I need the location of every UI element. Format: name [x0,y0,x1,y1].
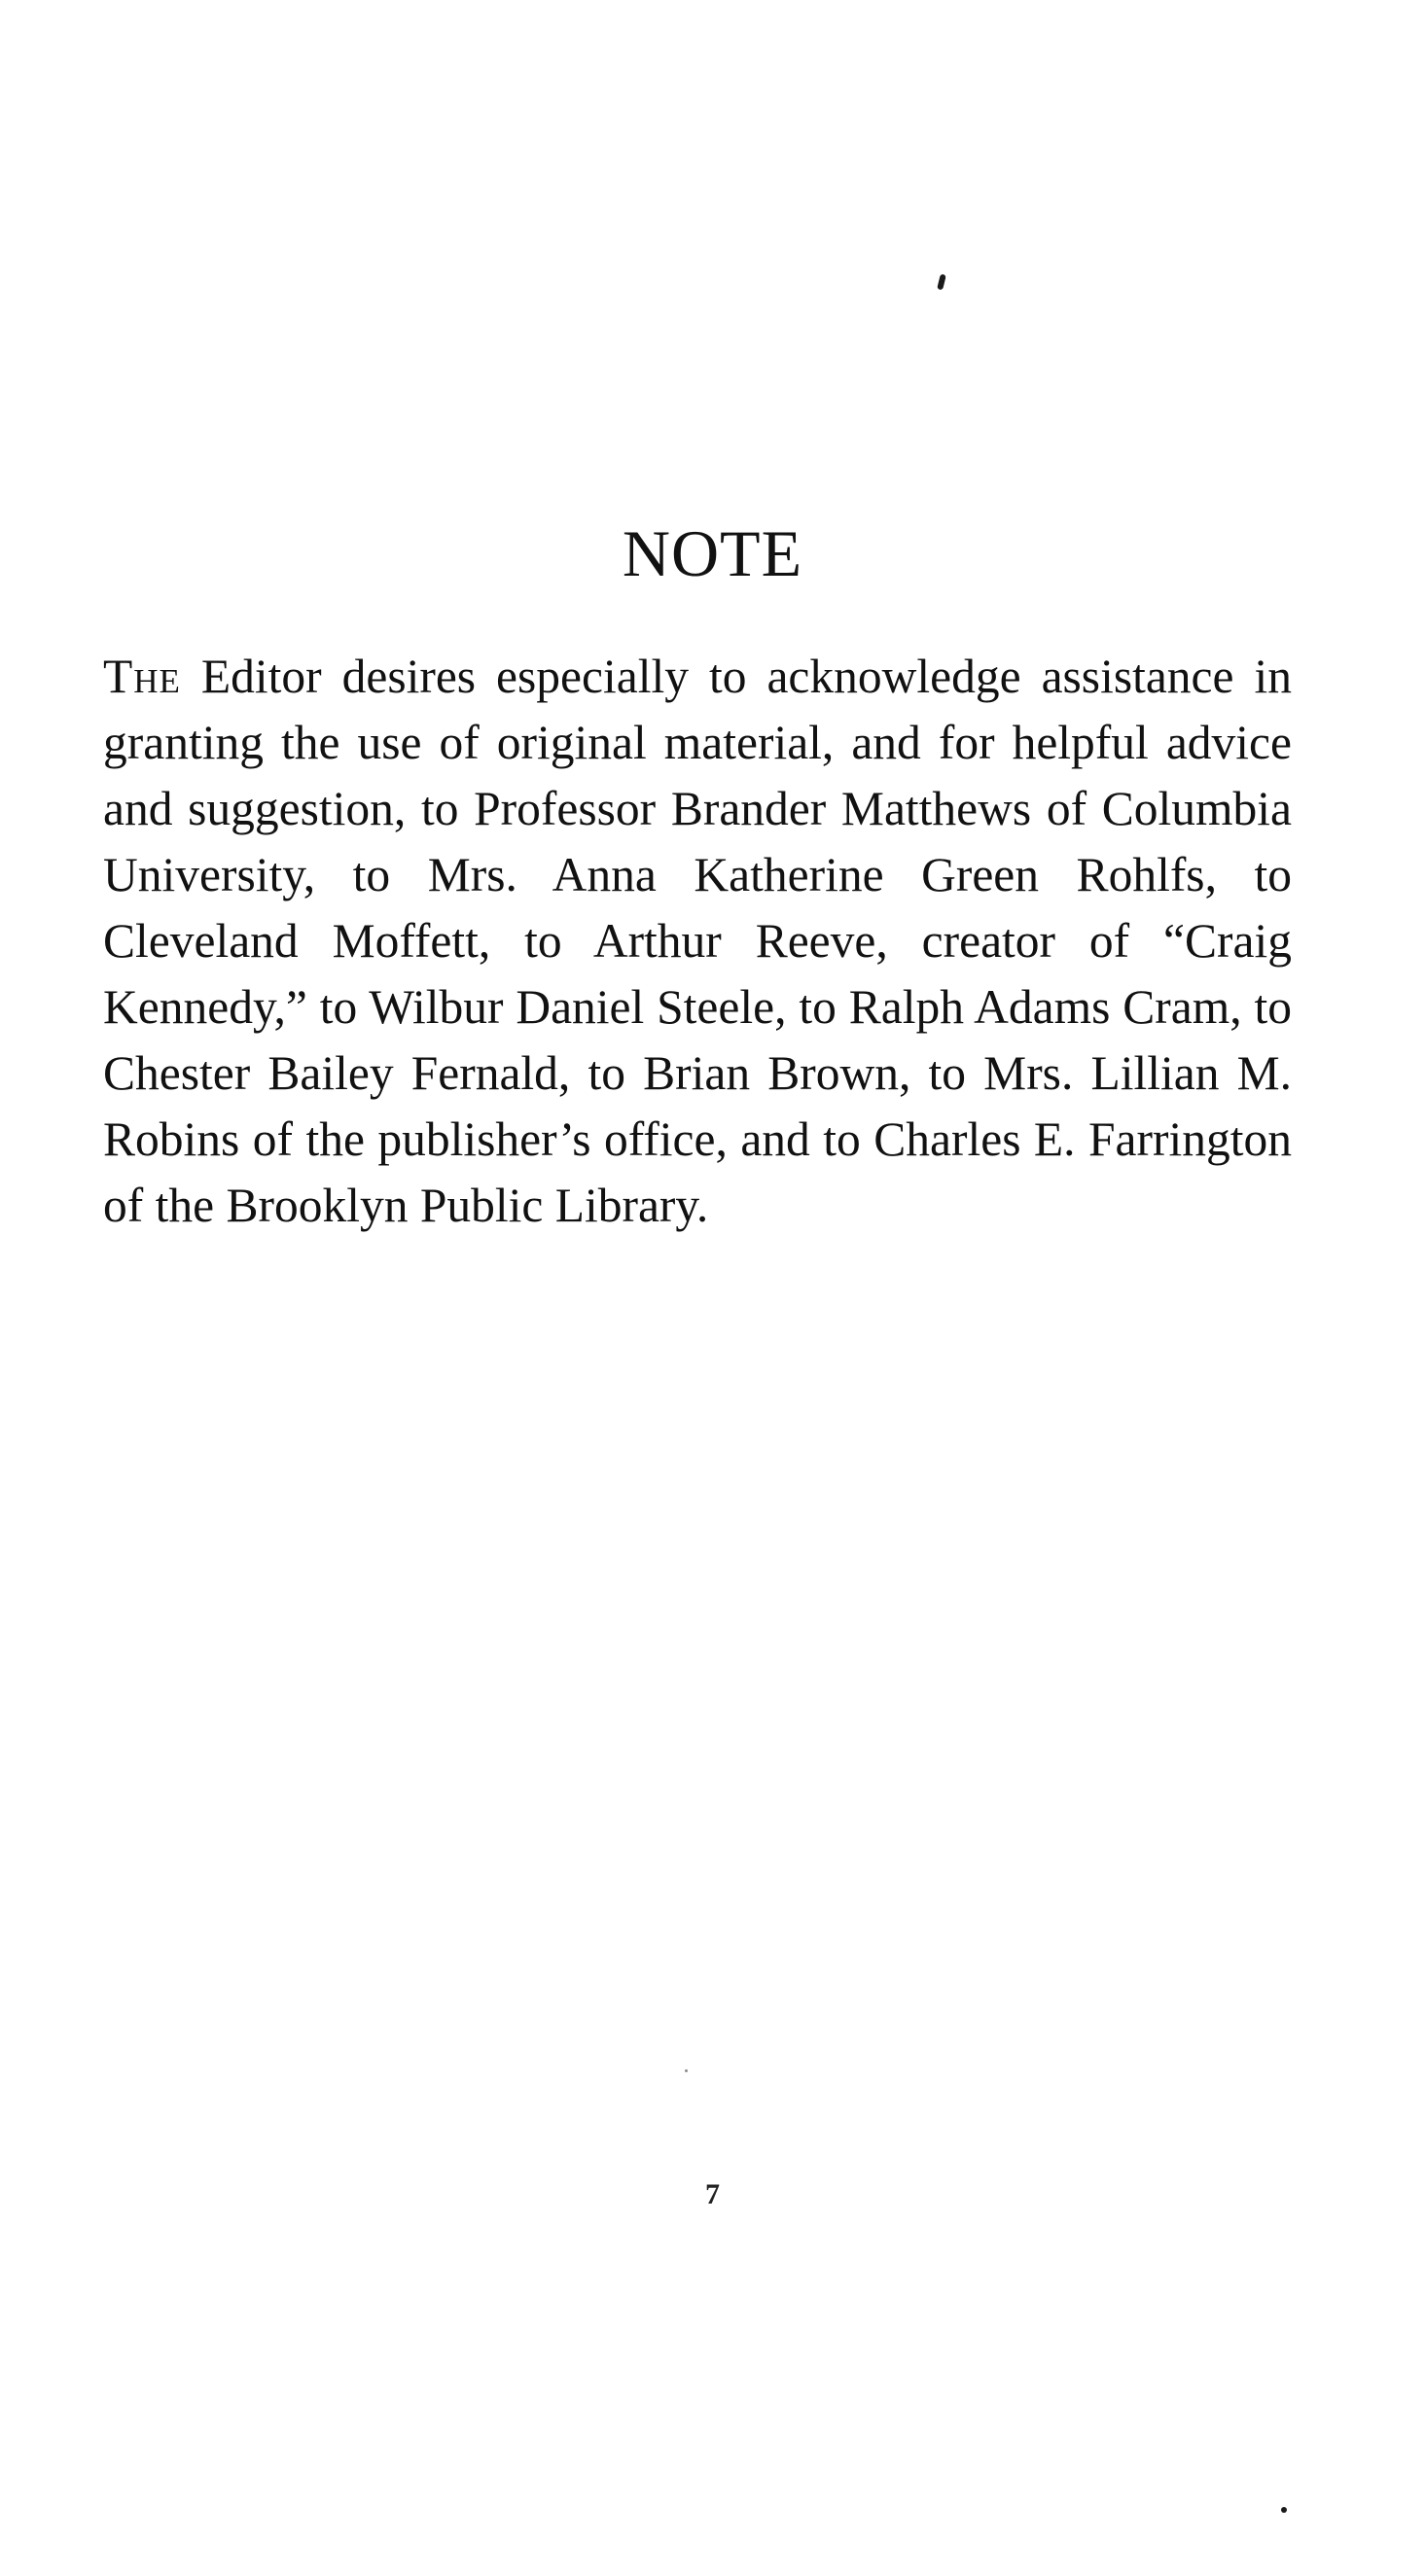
paragraph-text: Editor desires especially to acknowledge assistance in granting the use of original material, and for helpful advice and suggestion, to Professor Brander Matthews of Columbia University, to Mrs. Anna Katherine Green Rohlfs, to Cleveland Moffett, to Arthur Reeve, creator of “Craig Kennedy,” to Wilbur Daniel Steele, to Ralph Adams Cram, to Chester Bailey Fernald, to Brian Brown, to Mrs. Lillian M. Robins of the publisher’s office, and to Charles E. Farrington of the Brooklyn Public Library. [103,650,1292,1232]
ink-speck [685,2069,688,2072]
paragraph-lead-word: The [103,650,181,703]
ink-speck [1281,2507,1287,2513]
page-number: 7 [705,2178,720,2210]
page-title: NOTE [622,516,803,590]
note-paragraph [103,644,1292,1239]
ink-speck [937,274,946,291]
